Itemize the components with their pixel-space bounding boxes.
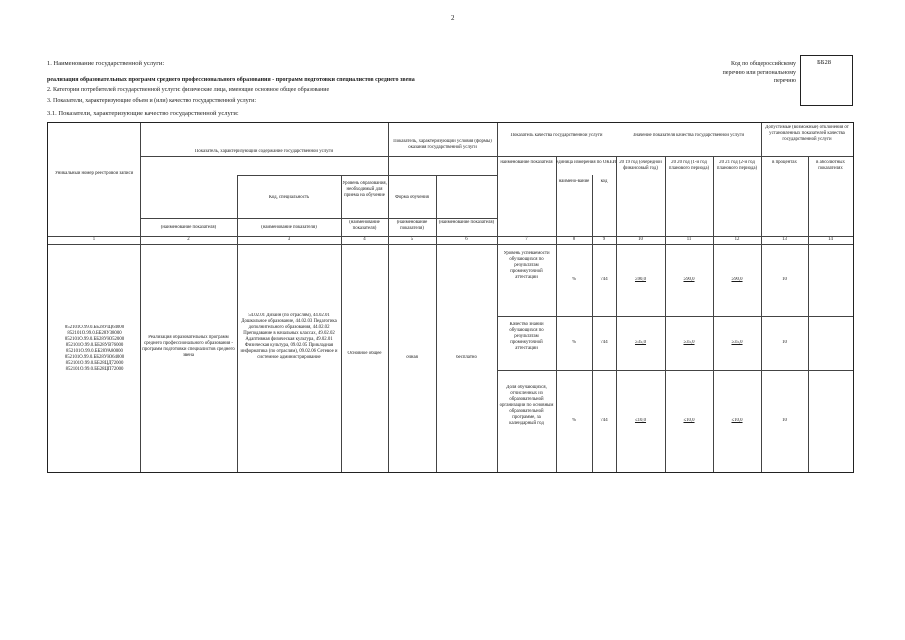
header-unit-code: код (600, 179, 608, 184)
header-unit-name: наимено-вание (558, 179, 590, 184)
header-in-absolute: в абсолютных показателях (816, 160, 845, 171)
indicator-name: Качество знаний обучающихся по результатам промежуточной аттестации (509, 322, 544, 351)
indicator-year3: ≤10,0 (731, 418, 743, 423)
indicator-year3: ≥90,0 (731, 277, 743, 282)
col-number: 6 (465, 237, 468, 242)
name-indicator-3: (наименование показателя) (349, 220, 380, 231)
col-number: 11 (686, 237, 692, 242)
education-cell: Основное общее (347, 351, 382, 356)
indicator-year2: ≥90,0 (683, 277, 695, 282)
indicator-name: Доля обучающихся, отчисленных из образовательной организации по основным образовательной программе, за календарный год (499, 385, 554, 426)
header-conditions-indicator: Показатель, характеризующий условия (формы) оказания государственной услуги (393, 139, 492, 150)
indicator-pct: 10 (782, 340, 787, 345)
col-number: 1 (92, 237, 96, 242)
indicator-unit: % (572, 277, 576, 282)
name-indicator-2: (наименование показателя) (261, 225, 317, 230)
indicator-year2: ≤10,0 (683, 418, 695, 423)
quality-table (47, 122, 854, 473)
indicator-code: 744 (600, 277, 608, 282)
header-education-level: Уровень образования, необходимый для приема на обучение (342, 181, 387, 198)
col-number: 10 (638, 237, 643, 242)
col-number: 9 (602, 237, 606, 242)
name-indicator-1: (наименование показателя) (160, 225, 217, 230)
indicator-unit: % (572, 418, 576, 423)
indicator-year3: ≥35,0 (731, 340, 743, 345)
col-number: 7 (525, 237, 528, 242)
col-number: 3 (287, 237, 291, 242)
registry-numbers: 852101О.99.0.ББ28УЩ64000 852101О.99.0.ББ28УЗ8000 852101О.99.0.ББ28УЮ52000 852101О.99.0.ББ28УВ76000 852101О.99.0.ББ28УА80000 852101О.99.0.ББ28УЮ64000 852101О.99.0.ББ28ЦД72000 852101О.99.0.ББ28ЦП72000 (64, 325, 125, 372)
code-label-line2: перечню или региональному (722, 69, 796, 76)
col-number: 14 (828, 237, 833, 242)
indicators-line: 3. Показатели, характеризующие объем и (или) качество государственной услуги: (47, 98, 256, 104)
code-label (690, 60, 796, 86)
code-value: ББ28 (817, 59, 831, 66)
col-number: 13 (782, 237, 787, 242)
header-quality-indicator: Показатель качества государственной услуги (510, 133, 603, 138)
indicator-name: Уровень успеваемости обучающихся по результатам промежуточной аттестации (503, 251, 550, 280)
indicator-year1: ≥90,0 (634, 277, 647, 282)
indicator-year1: ≥35,0 (634, 340, 647, 345)
code-box (800, 55, 853, 106)
col-number: 8 (572, 237, 576, 242)
indicator-code: 744 (600, 340, 608, 345)
header-year3: 20 21 год (2-й год планового периода) (716, 160, 758, 171)
indicator-unit: % (572, 340, 576, 345)
col-number: 5 (410, 237, 414, 242)
header-quality-value: Значение показателя качества государственной услуги (632, 133, 745, 138)
form-cell: очная (406, 355, 418, 360)
name-indicator-4: (наименование показателя) (396, 220, 428, 231)
header-content-indicator: Показатель, характеризующий содержание государственной услуги (194, 149, 334, 154)
header-in-percent: в процентах (772, 160, 797, 165)
col-number: 2 (187, 237, 190, 242)
specialties-cell: 54.02.01 Дизайн (по отраслям), 44.02.01 Дошкольное образование, 44.02.03 Педагогика дополнительного образования, 44.02.02 Преподавание в начальных классах, 49.02.02 Адаптивная физическая культура, 49.02.01 Физическая культура, 09.02.05 Прикладная информатика (по отраслям), 09.02.06 Сетевое и системное администрирование (240, 313, 338, 360)
header-unit-okei: единица измерения по ОКЕИ (556, 160, 616, 165)
consumers-line: 2. Категории потребителей государственной услуги: физические лица, имеющие основное общее образование (47, 87, 330, 93)
header-indicator-name: наименование показателя (500, 160, 553, 165)
header-year2: 20 20 год (1-й год планового периода) (668, 160, 710, 171)
service-name-label: 1. Наименование государственной услуги: (47, 60, 165, 67)
header-year1: 20 19 год (очередной финансовый год) (619, 160, 662, 171)
header-spec-code: Код, специальность (268, 195, 310, 200)
code-label-line3: перечню (773, 78, 796, 85)
indicator-code: 744 (600, 418, 608, 423)
indicator-pct: 10 (782, 418, 787, 423)
indicator-year2: ≥35,0 (683, 340, 695, 345)
name-indicator-5: (наименование показателя) (438, 220, 495, 225)
service-name-value: реализация образовательных программ среднего профессионального образования - программ подготовки специалистов среднего звена (47, 77, 415, 83)
free-cell: бесплатно (456, 355, 477, 360)
program-cell: Реализация образовательных программ среднего профессионального образования - программ подготовки специалистов среднего звена (142, 335, 235, 358)
code-label-line1: Код по общероссийскому (731, 61, 796, 67)
col-number: 4 (363, 237, 366, 242)
header-unique-number: Уникальный номер реестровой записи (54, 171, 134, 176)
header-allowed-deviation: Допустимые (возможные) отклонения от установленных показателей качества государственной услуги (765, 125, 849, 142)
page-number: 2 (451, 14, 455, 22)
quality-line: 3.1. Показатели, характеризующие качество государственной услуги: (47, 110, 239, 117)
indicator-pct: 10 (782, 277, 787, 282)
indicator-year1: ≤10,0 (634, 418, 647, 423)
col-number: 12 (734, 237, 740, 242)
header-study-form: Форма обучения (395, 195, 429, 200)
